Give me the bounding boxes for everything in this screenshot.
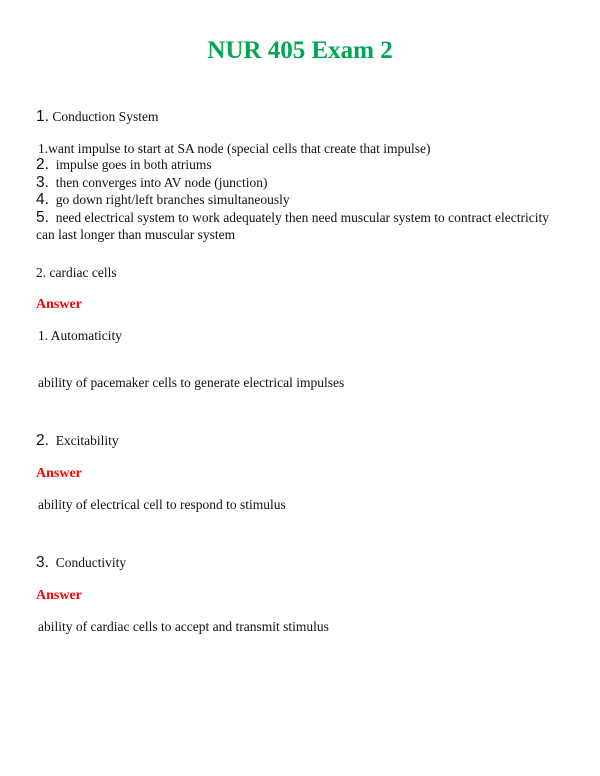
list-item-number: 1. <box>38 141 49 156</box>
page-title: NUR 405 Exam 2 <box>207 37 393 64</box>
answer-text: ability of pacemaker cells to generate electrical impulses <box>38 375 345 390</box>
list-item-number: 3. <box>36 174 49 191</box>
list-item-continuation: can last longer than muscular system <box>36 227 236 242</box>
answer-label: Answer <box>36 466 82 481</box>
list-item <box>36 191 290 208</box>
list-item-text: need electrical system to work adequately then need muscular system to contract electricity <box>55 210 549 225</box>
answer-item-text: Conductivity <box>55 555 127 570</box>
list-item <box>36 174 268 191</box>
list-item-number: 2. <box>36 156 49 173</box>
answer-item <box>36 554 126 571</box>
answer-text: ability of electrical cell to respond to stimulus <box>38 497 286 512</box>
answer-text: ability of cardiac cells to accept and transmit stimulus <box>38 619 329 634</box>
answer-label: Answer <box>36 588 82 603</box>
list-item-number: 5. <box>36 209 49 226</box>
answer-item-number: 2. <box>36 432 49 449</box>
question-1-heading <box>36 108 158 125</box>
answer-item <box>36 432 119 449</box>
list-item-number: 4. <box>36 191 49 208</box>
answer-item: 1. Automaticity <box>38 328 122 343</box>
list-item-text: want impulse to start at SA node (special cells that create that impulse) <box>48 141 431 156</box>
list-item <box>38 140 431 157</box>
list-item-text: then converges into AV node (junction) <box>55 175 268 190</box>
list-item-text: impulse goes in both atriums <box>55 157 212 172</box>
answer-item-number: 3. <box>36 554 49 571</box>
list-item <box>36 209 549 226</box>
answer-item-text: Excitability <box>55 433 119 448</box>
list-item <box>36 156 212 173</box>
answer-label: Answer <box>36 297 82 312</box>
question-2-heading: 2. cardiac cells <box>36 265 117 280</box>
list-item-text: go down right/left branches simultaneously <box>55 192 290 207</box>
question-heading-text: Conduction System <box>52 109 159 124</box>
question-number: 1. <box>36 108 49 125</box>
